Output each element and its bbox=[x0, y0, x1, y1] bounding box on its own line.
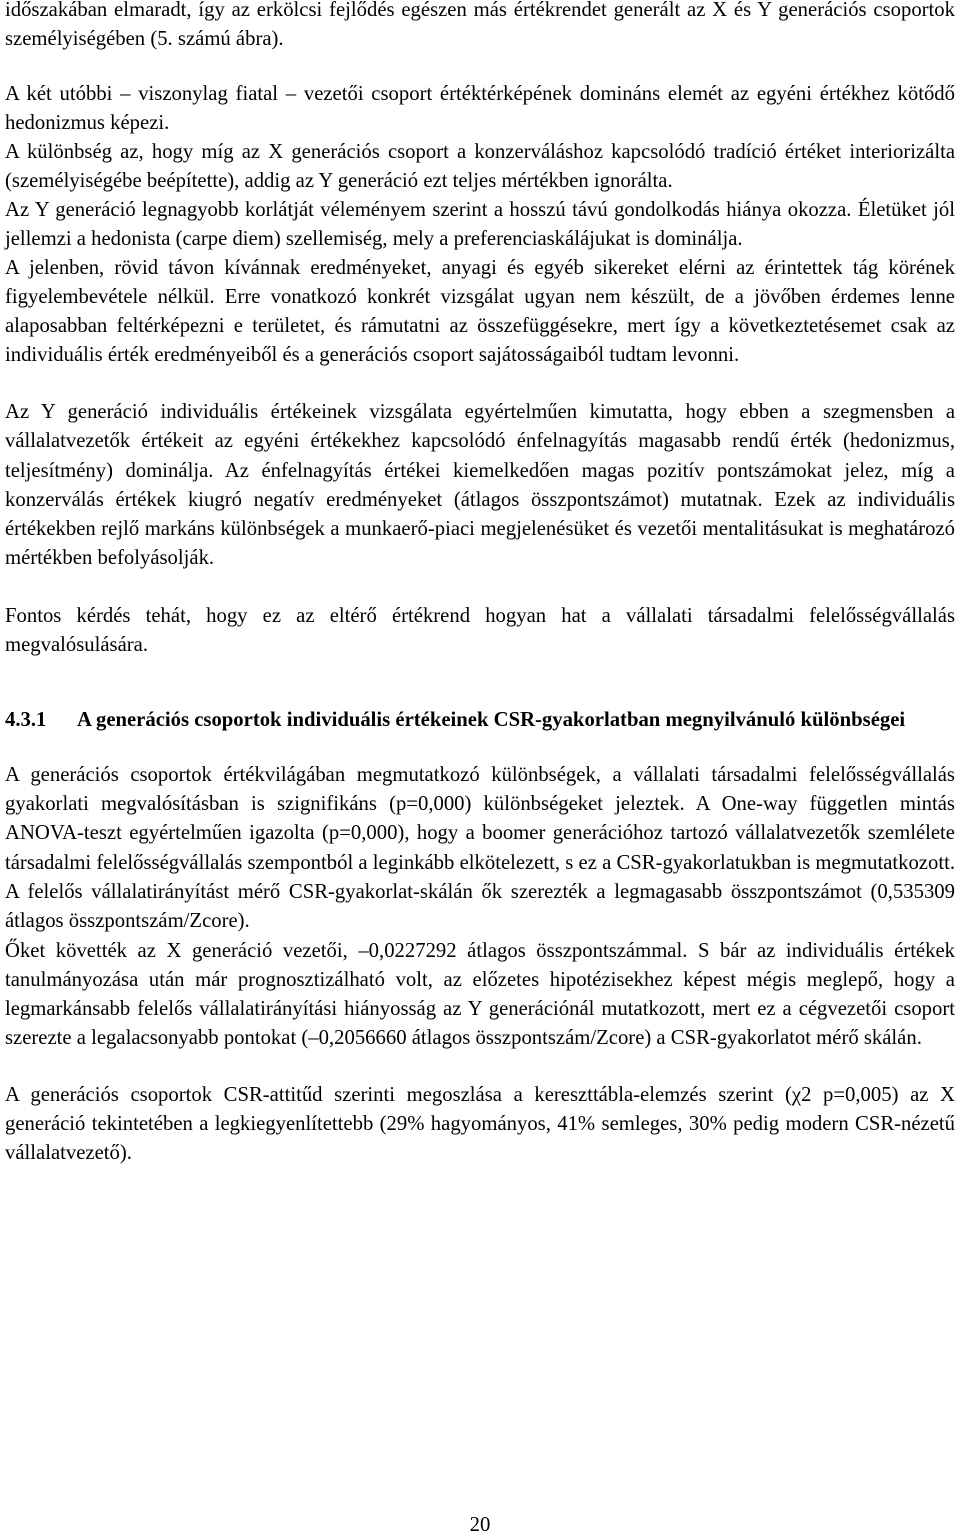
paragraph-short-term: A jelenben, rövid távon kívánnak eredményeket, anyagi és egyéb sikereket elérni az érintettek tág körének figyelembevétele nélkül. Erre vonatkozó konkrét vizsgálat ugyan nem készült, de a jövőben érdemes lenne alaposabban feltérképezni e területet, és rámutatni az összefüggésekre, mert így a következtetésemet csak az individuális érték eredményeiből és a generációs csoport sajátosságaiból tudtam levonni. bbox=[5, 257, 955, 366]
paragraph-difference: A különbség az, hogy míg az X generációs csoport a konzerváláshoz kapcsolódó tradíció értéket interiorizálta (személyiségébe beépítette), addig az Y generáció ezt teljes mértékben ignorálta. bbox=[5, 141, 955, 192]
section-number: 4.3.1 bbox=[5, 708, 47, 731]
section-title: A generációs csoportok individuális értékeinek CSR-gyakorlatban megnyilvánuló különbségei bbox=[77, 708, 906, 731]
paragraph-y-generation-limits: Az Y generáció legnagyobb korlátját véleményem szerint a hosszú távú gondolkodás hiánya okozza. Életüket jól jellemzi a hedonista (carpe diem) szellemiség, mely a preferenciaskálájukat is dominálja. bbox=[5, 199, 955, 250]
paragraph-individual-values: Az Y generáció individuális értékeinek vizsgálata egyértelműen kimutatta, hogy ebben a szegmensben a vállalatvezetők értékeit az egyéni értékekhez kapcsolódó énfelnagyítás magasabb rendű érték (hedonizmus, teljesítmény) dominálja. Az énfelnagyítás értékei kiemelkedően magas pozitív pontszámokat jelez, míg a konzerválás értékek kiugró negatív eredményeket (átlagos összpontszámot) mutatnak. Ezek az individuális értékekben rejlő markáns különbségek a munkaerő-piaci megjelenésüket és vezetői mentalitásukat is meghatározó mértékben befolyásolják. bbox=[5, 401, 955, 570]
paragraph-csr-attitude: A generációs csoportok CSR-attitűd szerinti megoszlása a kereszttábla-elemzés szerint (χ2 p=0,005) az X generáció tekintetében a legkiegyenlítettebb (29% hagyományos, 41% semleges, 30% pedig modern CSR-nézetű vállalatvezető). bbox=[5, 1083, 955, 1164]
paragraph-question: Fontos kérdés tehát, hogy ez az eltérő értékrend hogyan hat a vállalati társadalmi felelősségvállalás megvalósulására. bbox=[5, 604, 955, 656]
paragraph-intro-continued: időszakában elmaradt, így az erkölcsi fejlődés egészen más értékrendet generált az X és Y generációs csoportok személyiségében (5. számú ábra). bbox=[5, 0, 955, 50]
paragraph-x-generation-leaders: Őket követték az X generáció vezetői, –0,0227292 átlagos összpontszámmal. S bár az individuális értékek tanulmányozása után már prognosztizálható volt, az előzetes hipotézisekhez képest mégis meglepő, hogy a legmarkánsabb felelős vállalatirányítási hiányosság az Y generációnál mutatkozott, mert ez a cégvezetői csoport szerezte a legalacsonyabb pontokat (–0,2056660 átlagos összpontszám/Zcore) a CSR-gyakorlatot mérő skálán. bbox=[5, 939, 955, 1050]
document-page bbox=[5, 0, 955, 1168]
paragraph-csr-differences: A generációs csoportok értékvilágában megmutatkozó különbségek, a vállalati társadalmi felelősségvállalás gyakorlati megvalósításban is szignifikáns (p=0,000) különbségeket jeleztek. A One-way független mintás ANOVA-teszt egyértelműen igazolta (p=0,000), hogy a boomer generációhoz tartozó vállalatvezetők szemlélete társadalmi felelősségvállalás szempontból a leginkább elkötelezett, s ez a CSR-gyakorlatukban is megmutatkozott. A felelős vállalatirányítást mérő CSR-gyakorlat-skálán ők szerezték a legmagasabb összpontszámot (0,535309 átlagos összpontszám/Zcore). bbox=[5, 763, 955, 933]
page-number: 20 bbox=[469, 1514, 491, 1536]
section-heading bbox=[5, 706, 955, 735]
paragraph-hedonism: A két utóbbi – viszonylag fiatal – vezetői csoport értéktérképének domináns elemét az egyéni értékhez kötődő hedonizmus képezi. bbox=[5, 83, 955, 134]
